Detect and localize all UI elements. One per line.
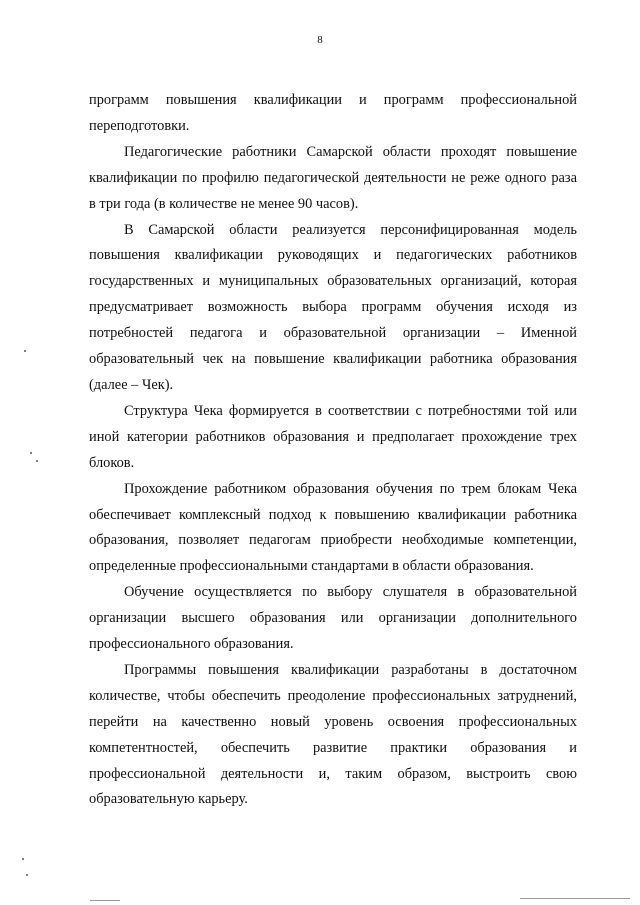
scan-speck — [30, 452, 32, 454]
paragraph-teachers-training: Педагогические работники Самарской области проходят повышение квалификации по профилю педагогической деятельности не реже одного раза в три года (в количестве не менее 90 часов). — [89, 143, 577, 212]
scan-speck — [26, 874, 28, 876]
scan-speck — [36, 460, 38, 462]
scan-speck — [24, 350, 26, 352]
scan-edge-line — [90, 900, 120, 901]
paragraph-personalized-model: В Самарской области реализуется персонифицированная модель повышения квалификации руководящих и педагогических работников государственных и муниципальных образовательных организаций, которая предусматривает возможность выбора программ обучения исходя из потребностей педагога и образовательной организации – Именной образовательный чек на повышение квалификации работника образования (далее – Чек). — [89, 221, 577, 393]
document-body — [89, 88, 577, 813]
scan-speck — [22, 858, 24, 860]
paragraph-continuation: программ повышения квалификации и программ профессиональной переподготовки. — [89, 92, 577, 134]
page-number: 8 — [317, 34, 323, 46]
paragraph-programs: Программы повышения квалификации разработаны в достаточном количестве, чтобы обеспечить преодоление профессиональных затруднений, перейти на качественно новый уровень освоения профессиональных компетентностей, обеспечить развитие практики образования и профессиональной деятельности и, таким образом, выстроить свою образовательную карьеру. — [89, 661, 577, 808]
scan-edge-line — [520, 898, 630, 899]
paragraph-check-structure: Структура Чека формируется в соответствии с потребностями той или иной категории работников образования и предполагает прохождение трех блоков. — [89, 402, 577, 471]
paragraph-three-blocks: Прохождение работником образования обучения по трем блокам Чека обеспечивает комплексный подход к повышению квалификации работника образования, позволяет педагогам приобрести необходимые компетенции, определенные профессиональными стандартами в области образования. — [89, 480, 577, 575]
paragraph-training-choice: Обучение осуществляется по выбору слушателя в образовательной организации высшего образования или организации дополнительного профессионального образования. — [89, 584, 577, 653]
